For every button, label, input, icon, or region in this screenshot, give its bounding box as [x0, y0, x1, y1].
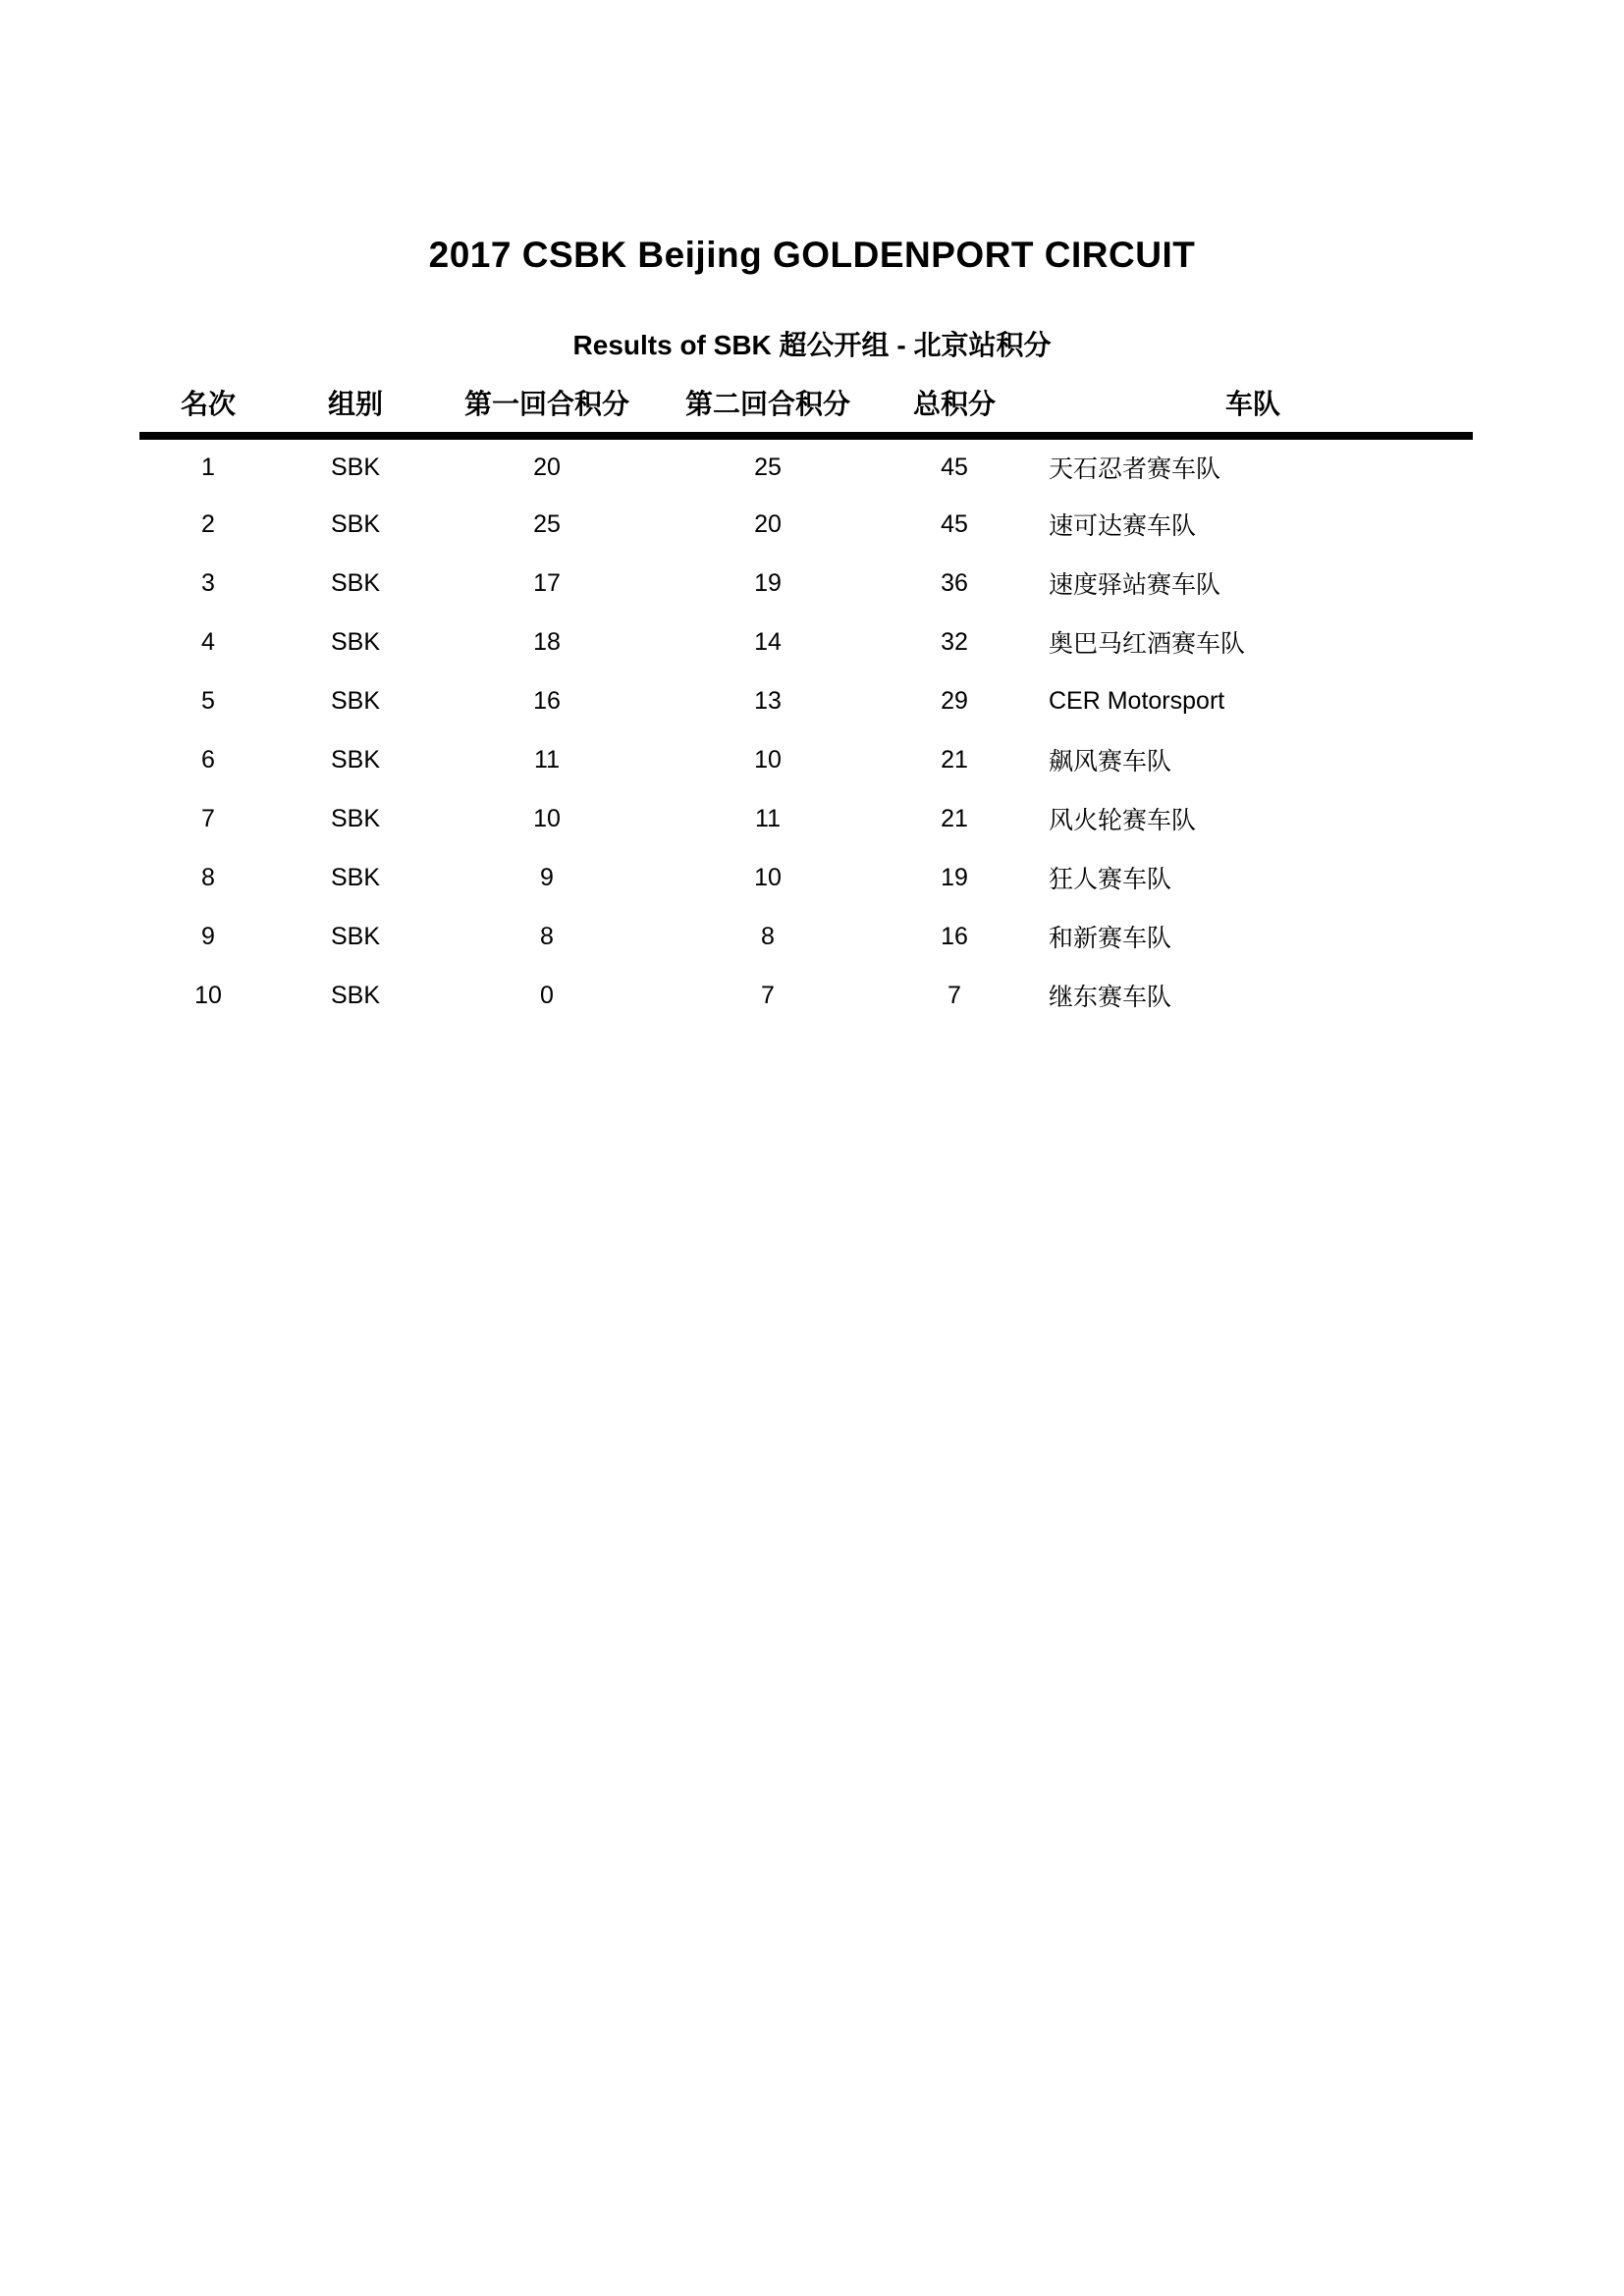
- cell-team: 天石忍者赛车队: [1049, 455, 1221, 483]
- cell-round1-points: 11: [534, 745, 560, 774]
- cell-rank: 8: [201, 863, 215, 891]
- col-header-rank: 名次: [180, 389, 236, 419]
- cell-round1-points: 10: [533, 804, 561, 832]
- cell-group: SBK: [330, 981, 381, 1009]
- table-row: [139, 966, 1473, 1025]
- cell-group: SBK: [330, 804, 381, 832]
- cell-group: SBK: [330, 453, 381, 481]
- cell-rank: 4: [201, 627, 215, 656]
- table-row: [139, 848, 1473, 907]
- cell-round2-points: 14: [754, 627, 782, 656]
- cell-total-points: 32: [941, 627, 968, 656]
- cell-group: SBK: [330, 863, 381, 891]
- table-row: [139, 789, 1473, 848]
- table-row: [139, 671, 1473, 730]
- cell-team: 飙风赛车队: [1049, 748, 1172, 775]
- page-title: 2017 CSBK Beijing GOLDENPORT CIRCUIT: [428, 235, 1196, 275]
- cell-group: SBK: [330, 568, 381, 597]
- cell-round1-points: 9: [540, 863, 554, 891]
- cell-group: SBK: [330, 922, 381, 950]
- cell-round2-points: 10: [754, 863, 782, 891]
- cell-team: 继东赛车队: [1049, 984, 1172, 1011]
- cell-team: 速可达赛车队: [1049, 512, 1197, 540]
- cell-round2-points: 20: [754, 509, 782, 538]
- cell-rank: 6: [201, 745, 215, 774]
- cell-team: 奥巴马红酒赛车队: [1049, 630, 1246, 658]
- cell-total-points: 21: [941, 804, 968, 832]
- cell-total-points: 29: [941, 686, 968, 715]
- cell-round2-points: 10: [754, 745, 782, 774]
- cell-rank: 10: [194, 981, 222, 1009]
- cell-total-points: 7: [947, 981, 961, 1009]
- cell-round1-points: 8: [540, 922, 554, 950]
- col-header-team: 车队: [1224, 389, 1280, 419]
- cell-team: CER Motorsport: [1049, 686, 1225, 715]
- cell-round1-points: 16: [533, 686, 561, 715]
- cell-round2-points: 8: [761, 922, 775, 950]
- cell-team: 狂人赛车队: [1049, 866, 1172, 893]
- cell-round2-points: 7: [761, 981, 775, 1009]
- cell-round1-points: 0: [540, 981, 554, 1009]
- cell-round2-points: 25: [754, 453, 782, 481]
- cell-team: 风火轮赛车队: [1049, 807, 1197, 834]
- table-row: [139, 907, 1473, 966]
- cell-rank: 7: [201, 804, 215, 832]
- cell-total-points: 16: [941, 922, 968, 950]
- table-row: [139, 613, 1473, 671]
- table-row: [139, 554, 1473, 613]
- col-header-total-points: 总积分: [912, 389, 996, 419]
- cell-round1-points: 25: [533, 509, 561, 538]
- cell-group: SBK: [330, 509, 381, 538]
- col-header-round1-points: 第一回合积分: [463, 389, 629, 419]
- cell-group: SBK: [330, 627, 381, 656]
- cell-round1-points: 20: [533, 453, 561, 481]
- table-header-row: [139, 373, 1473, 436]
- col-header-round2-points: 第二回合积分: [684, 389, 850, 419]
- cell-rank: 3: [201, 568, 215, 597]
- cell-round1-points: 17: [533, 568, 561, 597]
- cell-rank: 5: [201, 686, 215, 715]
- cell-team: 和新赛车队: [1049, 925, 1172, 952]
- cell-round2-points: 11: [755, 804, 781, 832]
- cell-group: SBK: [330, 745, 381, 774]
- cell-team: 速度驿站赛车队: [1049, 571, 1221, 599]
- page-subtitle: Results of SBK 超公开组 - 北京站积分: [572, 330, 1052, 360]
- cell-rank: 2: [201, 509, 215, 538]
- table-row: [139, 436, 1473, 495]
- results-table: [139, 373, 1473, 1025]
- cell-rank: 9: [201, 922, 215, 950]
- cell-round2-points: 13: [754, 686, 782, 715]
- cell-total-points: 45: [941, 509, 968, 538]
- cell-total-points: 36: [941, 568, 968, 597]
- cell-total-points: 45: [941, 453, 968, 481]
- cell-total-points: 21: [941, 745, 968, 774]
- table-row: [139, 730, 1473, 789]
- col-header-group: 组别: [327, 389, 383, 419]
- cell-round1-points: 18: [533, 627, 561, 656]
- table-row: [139, 495, 1473, 554]
- results-table-body: [139, 436, 1473, 1025]
- cell-round2-points: 19: [754, 568, 782, 597]
- cell-group: SBK: [330, 686, 381, 715]
- cell-total-points: 19: [941, 863, 968, 891]
- cell-rank: 1: [201, 453, 215, 481]
